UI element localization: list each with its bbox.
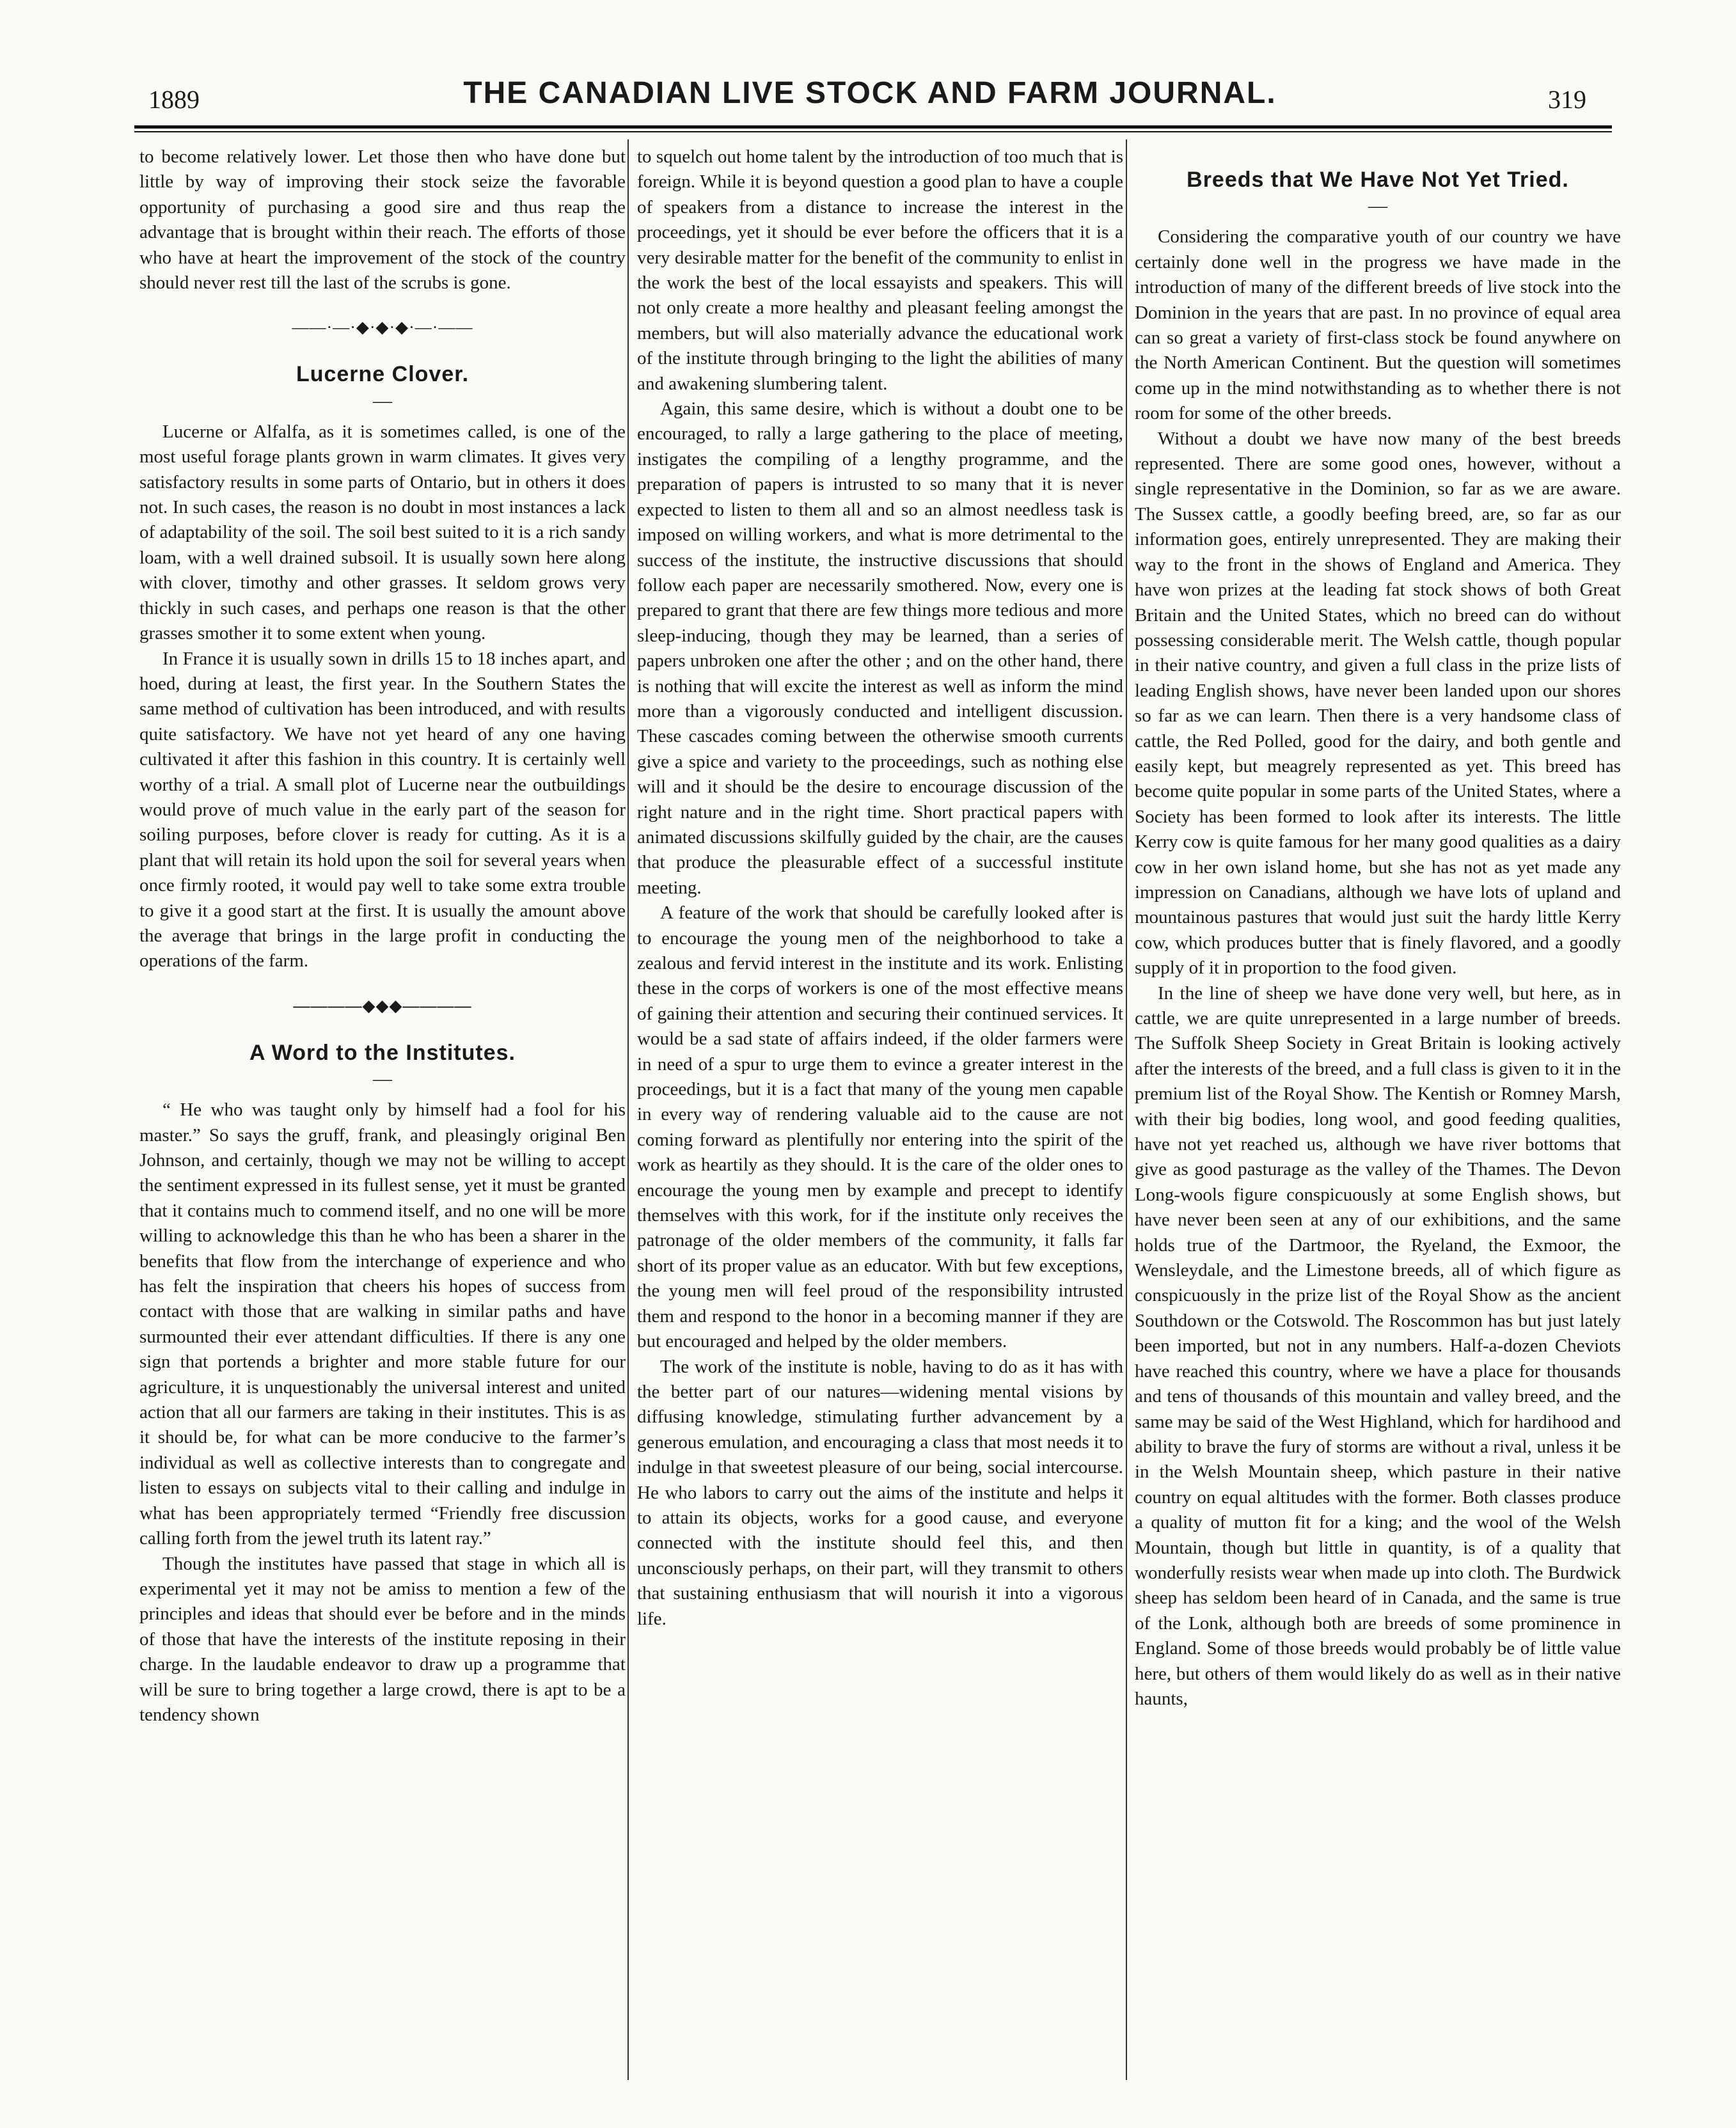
- column-divider: [1126, 139, 1127, 2080]
- section-ornament: ——·—·◆·◆·◆·—·——: [292, 318, 473, 337]
- header-year: 1889: [148, 85, 200, 114]
- column-1: [139, 145, 626, 2083]
- article-paragraph: Though the institutes have passed that stage in which all is experimental yet it may not be amiss to mention a few of the principles and ideas that should ever be before and in the minds of those that have the interests of the institute reposing in their charge. In the laudable endeavor to draw up a programme that will be sure to bring together a large crowd, there is apt to be a tendency shown: [139, 1553, 626, 1725]
- page-header: [134, 75, 1606, 127]
- continued-paragraph: to squelch out home talent by the introduction of too much that is foreign. While it is beyond question a good plan to have a couple of speakers from a distance to increase the interest in the proceedings, yet it should be ever before the officers that it is a very desirable matter for the benefit of the community to enlist in the work the best of the local essayists and speakers. This will not only create a more healthy and pleasant feeling amongst the members, but will also materially advance the educational work of the institute through bringing to the light the abilities of many and awakening slumbering talent.: [637, 146, 1123, 394]
- article-paragraph: A feature of the work that should be carefully looked after is to encourage the young men of the neighborhood to take a zealous and fervid interest in the institute and its work. Enlisting these in the corps of workers is one of the most effective means of gaining their attention and securing their continued services. It would be a sad state of affairs indeed, if the older farmers were in need of a spur to urge them to evince a greater interest in the proceedings, but it is a fact that many of the young men capable in every way of rendering valuable aid to the cause are not coming forward as plentifully nor entering into the spirit of the work as heartily as they should. It is the care of the older ones to encourage the young men by example and precept to identify themselves with this work, for if the institute only receives the patronage of the older members of the community, it falls far short of its proper value as an educator. With but few exceptions, the young men will feel proud of the responsibility intrusted them and respond to the honor in a becoming manner if they are but encouraged and helped by the older members.: [637, 902, 1123, 1352]
- article-paragraph: Again, this same desire, which is without a doubt one to be encouraged, to rally a large gathering to the place of meeting, instigates the compiling of a lengthy programme, and the preparation of papers is intrusted to so many that it is never expected to listen to them all and so an almost needless task is imposed on willing workers, and what is more detrimental to the success of the institute, the instructive discussions that should follow each paper are necessarily smothered. Now, every one is prepared to grant that there are few things more tedious and more sleep-inducing, though they may be learned, than a series of papers unbroken one after the other ; and on the other hand, there is nothing that will excite the interest as well as inform the mind more than a vigorously conducted and intelligent discussion. These cascades coming between the otherwise smooth currents give a spice and variety to the proceedings, such as nothing else will and it should be the desire to encourage discussion of the right nature and in the right time. Short practical papers with animated discussions skilfully guided by the chair, are the causes that produce the pleasurable effect of a successful institute meeting.: [637, 398, 1123, 898]
- column-2: [637, 145, 1123, 2083]
- article-paragraph: “ He who was taught only by himself had a fool for his master.” So says the gruff, frank, and pleasingly original Ben Johnson, and certainly, though we may not be willing to accept the sentiment expressed in its fullest sense, yet it must be granted that it contains much to commend itself, and no one will be more willing to acknowledge this than he who has been a sharer in the benefits that flow from the interchange of experience and who has felt the inspiration that cheers his hopes of success from contact with those that are walking in similar paths and have surmounted their ever attendant difficulties. If there is any one sign that portends a brighter and more stable future for our agriculture, it is unquestionably the universal interest and united action that all our farmers are taking in their institutes. This is as it should be, for what can be more conducive to the farmer’s individual as well as collective interests than to congregate and listen to essays on subjects vital to their calling and indulge in what has been appropriately termed “Friendly free discussion calling forth from the jewel truth its latent ray.”: [139, 1099, 626, 1549]
- article-paragraph: In the line of sheep we have done very well, but here, as in cattle, we are quite unrepresented in a large number of breeds. The Suffolk Sheep Society in Great Britain is looking actively after the interests of the breed, and a full class is given to it in the premium list of the Royal Show. The Kentish or Romney Marsh, with their big bodies, long wool, and good feeding qualities, have not yet reached us, although we have river bottoms that give as good pasturage as the valley of the Thames. The Devon Long-wools figure conspicuously at some English shows, but have never been seen at any of our exhibitions, and the same holds true of the Dartmoor, the Ryeland, the Exmoor, the Wensleydale, and the Limestone breeds, all of which figure as conspicuously in the prize list of the Royal Show as the ancient Southdown or the Cotswold. The Roscommon has but just lately been imported, but not in any numbers. Half-a-dozen Cheviots have reached this country, where we have a place for thousands and tens of thousands of this mountain and valley breed, and the same may be said of the West Highland, which for hardihood and ability to brave the fury of storms are without a rival, unless it be in the Welsh Mountain sheep, which pasture in their native country on equal altitudes with the former. Both classes produce a quality of mutton fit for a king; and the wool of the Welsh Mountain, though but little in quantity, is of a quality that wonderfully resists wear when made up into cloth. The Burdwick sheep has seldom been heard of in Canada, and the same is true of the Lonk, although both are breeds of some prominence in England. Some of those breeds would probably be of little value here, but others of them would likely do as well as in their native haunts,: [1135, 982, 1621, 1709]
- column-3: [1135, 145, 1621, 2083]
- journal-title: THE CANADIAN LIVE STOCK AND FARM JOURNAL.: [463, 76, 1277, 110]
- continued-paragraph: to become relatively lower. Let those then who have done but little by way of improving their stock seize the favorable opportunity of purchasing a good sire and thus reap the advantage that is brought within their reach. The efforts of those who have at heart the improvement of the stock of the country should never rest till the last of the scrubs is gone.: [139, 146, 626, 294]
- article-title-lucerne: Lucerne Clover.: [296, 362, 470, 387]
- article-paragraph: Lucerne or Alfalfa, as it is sometimes called, is one of the most useful forage plants grown in warm climates. It gives very satisfactory results in some parts of Ontario, but in others it does not. In such cases, the reason is no doubt in most instances a lack of adaptability of the soil. The soil best suited to it is a rich sandy loam, with a well drained subsoil. It is usually sown here along with clover, timothy and other grasses. It seldom grows very thickly in such cases, and perhaps one reason is that the other grasses smother it to some extent when young.: [139, 421, 626, 644]
- page-number: 319: [1548, 85, 1586, 114]
- article-paragraph: Without a doubt we have now many of the best breeds represented. There are some good ones, however, without a single representative in the Dominion, so far as we are aware. The Sussex cattle, a goodly beefing breed, are, so far as our information goes, entirely unrepresented. They are making their way to the front in the shows of England and America. They have won prizes at the leading fat stock shows of both Great Britain and the United States, which no breed can do without possessing considerable merit. The Welsh cattle, though popular in their native country, and given a full class in the prize lists of leading English shows, have never been landed upon our shores so far as we can learn. Then there is a very handsome class of cattle, the Red Polled, good for the dairy, and both gentle and easily kept, but meagrely represented as yet. This breed has become quite popular in some parts of the United States, where a Society has been formed to look after its interests. The little Kerry cow is quite famous for her many good qualities as a dairy cow in her own island home, but she has not as yet made any impression on Canadians, although we have lots of upland and mountainous pastures that would just suit the hardy little Kerry cow, which produces butter that is finely flavored, and a goodly supply of it in proportion to the food given.: [1135, 428, 1621, 979]
- title-dash: —: [1368, 195, 1387, 217]
- article-title-institutes: A Word to the Institutes.: [249, 1040, 516, 1065]
- column-divider: [627, 139, 629, 2080]
- header-rule-thick: [134, 125, 1612, 129]
- article-paragraph: In France it is usually sown in drills 15 to 18 inches apart, and hoed, during at least, the first year. In the Southern States the same method of cultivation has been introduced, and with results quite satisfactory. We have not yet heard of any one having cultivated it after this fashion in this country. It is certainly well worthy of a trial. A small plot of Lucerne near the outbuildings would prove of much value in the early part of the season for soiling purposes, before clover is ready for cutting. As it is a plant that will retain its hold upon the soil for several years when once firmly rooted, it would pay well to take some extra trouble to give it a good start at the first. It is usually the amount above the average that brings in the large profit in conducting the operations of the farm.: [139, 648, 626, 972]
- title-dash: —: [373, 390, 392, 411]
- section-ornament: ————◆◆◆————: [293, 996, 472, 1015]
- article-title-breeds: Breeds that We Have Not Yet Tried.: [1187, 168, 1569, 192]
- title-dash: —: [373, 1068, 392, 1090]
- article-paragraph: The work of the institute is noble, having to do as it has with the better part of our natures—widening mental visions by diffusing knowledge, stimulating further advancement by a generous emulation, and encouraging a class that most needs it to indulge in that sweetest pleasure of our being, social intercourse. He who labors to carry out the aims of the institute and helps it to attain its objects, works for a good cause, and everyone connected with the institute should feel this, and then unconsciously perhaps, on their part, will they transmit to others that sustaining enthusiasm that will nourish it into a vigorous life.: [637, 1356, 1123, 1629]
- article-paragraph: Considering the comparative youth of our country we have certainly done well in the progress we have made in the introduction of many of the different breeds of live stock into the Dominion in the years that are past. In no province of equal area can so great a variety of first-class stock be found anywhere on the North American Continent. But the question will sometimes come up in the mind notwithstanding as to whether there is not room for some of the other breeds.: [1135, 226, 1621, 424]
- header-rule-thin: [134, 131, 1612, 132]
